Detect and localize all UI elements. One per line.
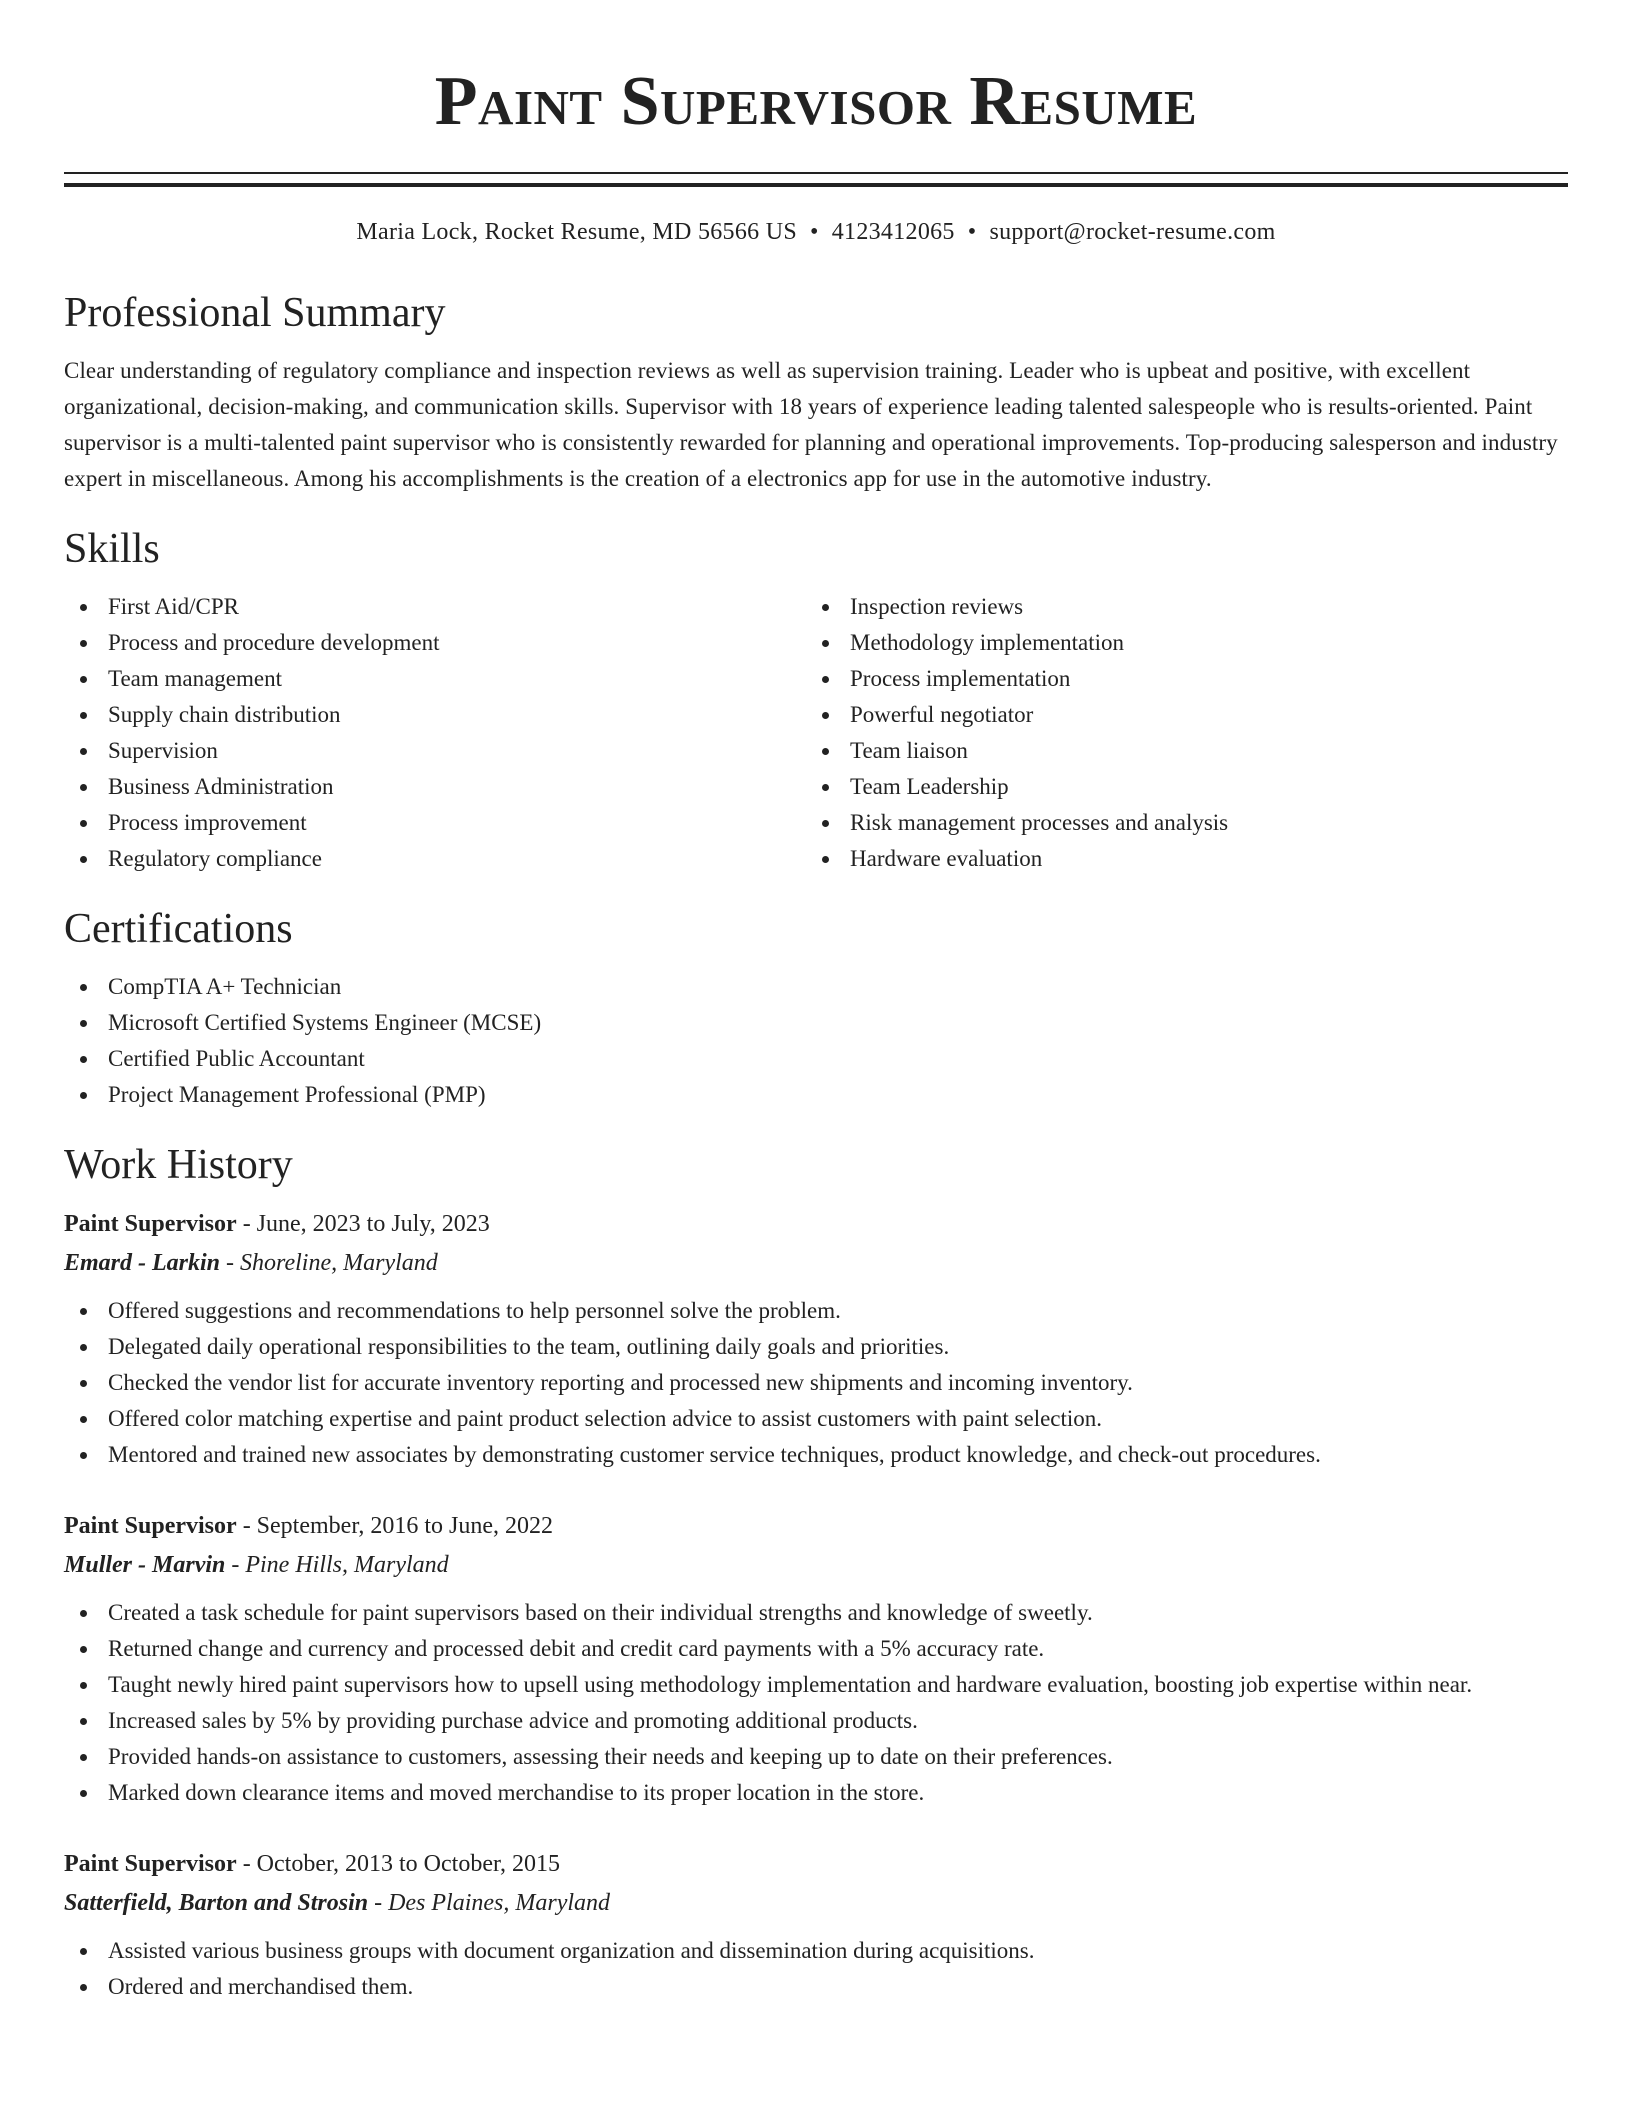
job-duties-list — [64, 1595, 1568, 1811]
summary-heading: Professional Summary — [64, 290, 446, 336]
certification-item: Microsoft Certified Systems Engineer (MCSE) — [64, 1005, 1568, 1041]
skill-item: Hardware evaluation — [806, 841, 1548, 877]
certifications-heading: Certifications — [64, 906, 293, 952]
job-employer — [64, 1545, 1568, 1585]
job-duty-item: Assisted various business groups with document organization and dissemination during acquisitions. — [64, 1933, 1568, 1969]
skill-item: Process implementation — [806, 661, 1548, 697]
job-duty-item: Taught newly hired paint supervisors how to upsell using methodology implementation and hardware evaluation, boosting job expertise within near. — [64, 1667, 1568, 1703]
job-duty-item: Delegated daily operational responsibilities to the team, outlining daily goals and priorities. — [64, 1329, 1568, 1365]
job-entry — [64, 1845, 1568, 2005]
job-location: - Pine Hills, Maryland — [225, 1552, 449, 1578]
job-duty-item: Provided hands-on assistance to customers, assessing their needs and keeping up to date on their preferences. — [64, 1739, 1568, 1775]
job-duty-item: Returned change and currency and processed debit and credit card payments with a 5% accuracy rate. — [64, 1631, 1568, 1667]
contact-phone: 4123412065 — [831, 219, 955, 245]
job-employer — [64, 1883, 1568, 1923]
skill-item: Inspection reviews — [806, 589, 1548, 625]
skills-columns — [64, 589, 1568, 877]
job-entry — [64, 1507, 1568, 1811]
skill-item: Supervision — [64, 733, 806, 769]
summary-text: Clear understanding of regulatory compliance and inspection reviews as well as supervision training. Leader who is upbeat and positive, with excellent organizational, decision-making, and communication skills. Supervisor with 18 years of experience leading talented salespeople who is results-oriented. Paint supervisor is a multi-talented paint supervisor who is consistently rewarded for planning and operational improvements. Top-producing salesperson and industry expert in miscellaneous. Among his accomplishments is the creation of a electronics app for use in the automotive industry. — [64, 358, 1558, 491]
job-company: Satterfield, Barton and Strosin — [64, 1890, 369, 1916]
skill-item: Team Leadership — [806, 769, 1548, 805]
contact-email: support@rocket-resume.com — [989, 219, 1276, 245]
job-duty-item: Increased sales by 5% by providing purchase advice and promoting additional products. — [64, 1703, 1568, 1739]
certification-item: Certified Public Accountant — [64, 1041, 1568, 1077]
skill-item: Supply chain distribution — [64, 697, 806, 733]
job-company: Emard - Larkin — [64, 1250, 221, 1276]
skill-item: Methodology implementation — [806, 625, 1548, 661]
job-location: - Shoreline, Maryland — [220, 1250, 438, 1276]
contact-separator: • — [967, 219, 977, 245]
job-dates: - October, 2013 to October, 2015 — [236, 1851, 561, 1877]
job-dates: - June, 2023 to July, 2023 — [236, 1211, 490, 1237]
job-duty-item: Offered color matching expertise and paint product selection advice to assist customers with paint selection. — [64, 1401, 1568, 1437]
work-history-heading: Work History — [64, 1142, 293, 1188]
job-title: Paint Supervisor — [64, 1513, 237, 1539]
skill-item: Team liaison — [806, 733, 1548, 769]
job-header — [64, 1205, 1568, 1243]
job-employer — [64, 1243, 1568, 1283]
job-duty-item: Checked the vendor list for accurate inventory reporting and processed new shipments and incoming inventory. — [64, 1365, 1568, 1401]
contact-line — [64, 217, 1568, 247]
job-duties-list — [64, 1293, 1568, 1473]
job-header — [64, 1507, 1568, 1545]
job-duty-item: Offered suggestions and recommendations to help personnel solve the problem. — [64, 1293, 1568, 1329]
certifications-list — [64, 969, 1568, 1113]
job-duty-item: Ordered and merchandised them. — [64, 1969, 1568, 2005]
resume-page — [64, 0, 1568, 2005]
job-duty-item: Mentored and trained new associates by demonstrating customer service techniques, product knowledge, and check-out procedures. — [64, 1437, 1568, 1473]
resume-title: Paint Supervisor Resume — [434, 63, 1198, 140]
job-duties-list — [64, 1933, 1568, 2005]
job-entry — [64, 1205, 1568, 1473]
skill-item: Powerful negotiator — [806, 697, 1548, 733]
job-title: Paint Supervisor — [64, 1851, 237, 1877]
skill-item: Risk management processes and analysis — [806, 805, 1548, 841]
job-duty-item: Created a task schedule for paint supervisors based on their individual strengths and knowledge of sweetly. — [64, 1595, 1568, 1631]
skill-item: Regulatory compliance — [64, 841, 806, 877]
skill-item: Process and procedure development — [64, 625, 806, 661]
skills-right-list — [806, 589, 1548, 877]
certification-item: Project Management Professional (PMP) — [64, 1077, 1568, 1113]
skill-item: Team management — [64, 661, 806, 697]
contact-address: Maria Lock, Rocket Resume, MD 56566 US — [356, 219, 798, 245]
job-dates: - September, 2016 to June, 2022 — [236, 1513, 554, 1539]
job-duty-item: Marked down clearance items and moved merchandise to its proper location in the store. — [64, 1775, 1568, 1811]
skills-heading: Skills — [64, 526, 160, 572]
job-company: Muller - Marvin — [64, 1552, 226, 1578]
contact-separator: • — [810, 219, 819, 245]
job-title: Paint Supervisor — [64, 1211, 237, 1237]
skills-left-list — [64, 589, 806, 877]
certification-item: CompTIA A+ Technician — [64, 969, 1568, 1005]
skill-item: Process improvement — [64, 805, 806, 841]
title-double-rule — [64, 172, 1568, 187]
job-location: - Des Plaines, Maryland — [368, 1890, 611, 1916]
skill-item: Business Administration — [64, 769, 806, 805]
job-header — [64, 1845, 1568, 1883]
skill-item: First Aid/CPR — [64, 589, 806, 625]
